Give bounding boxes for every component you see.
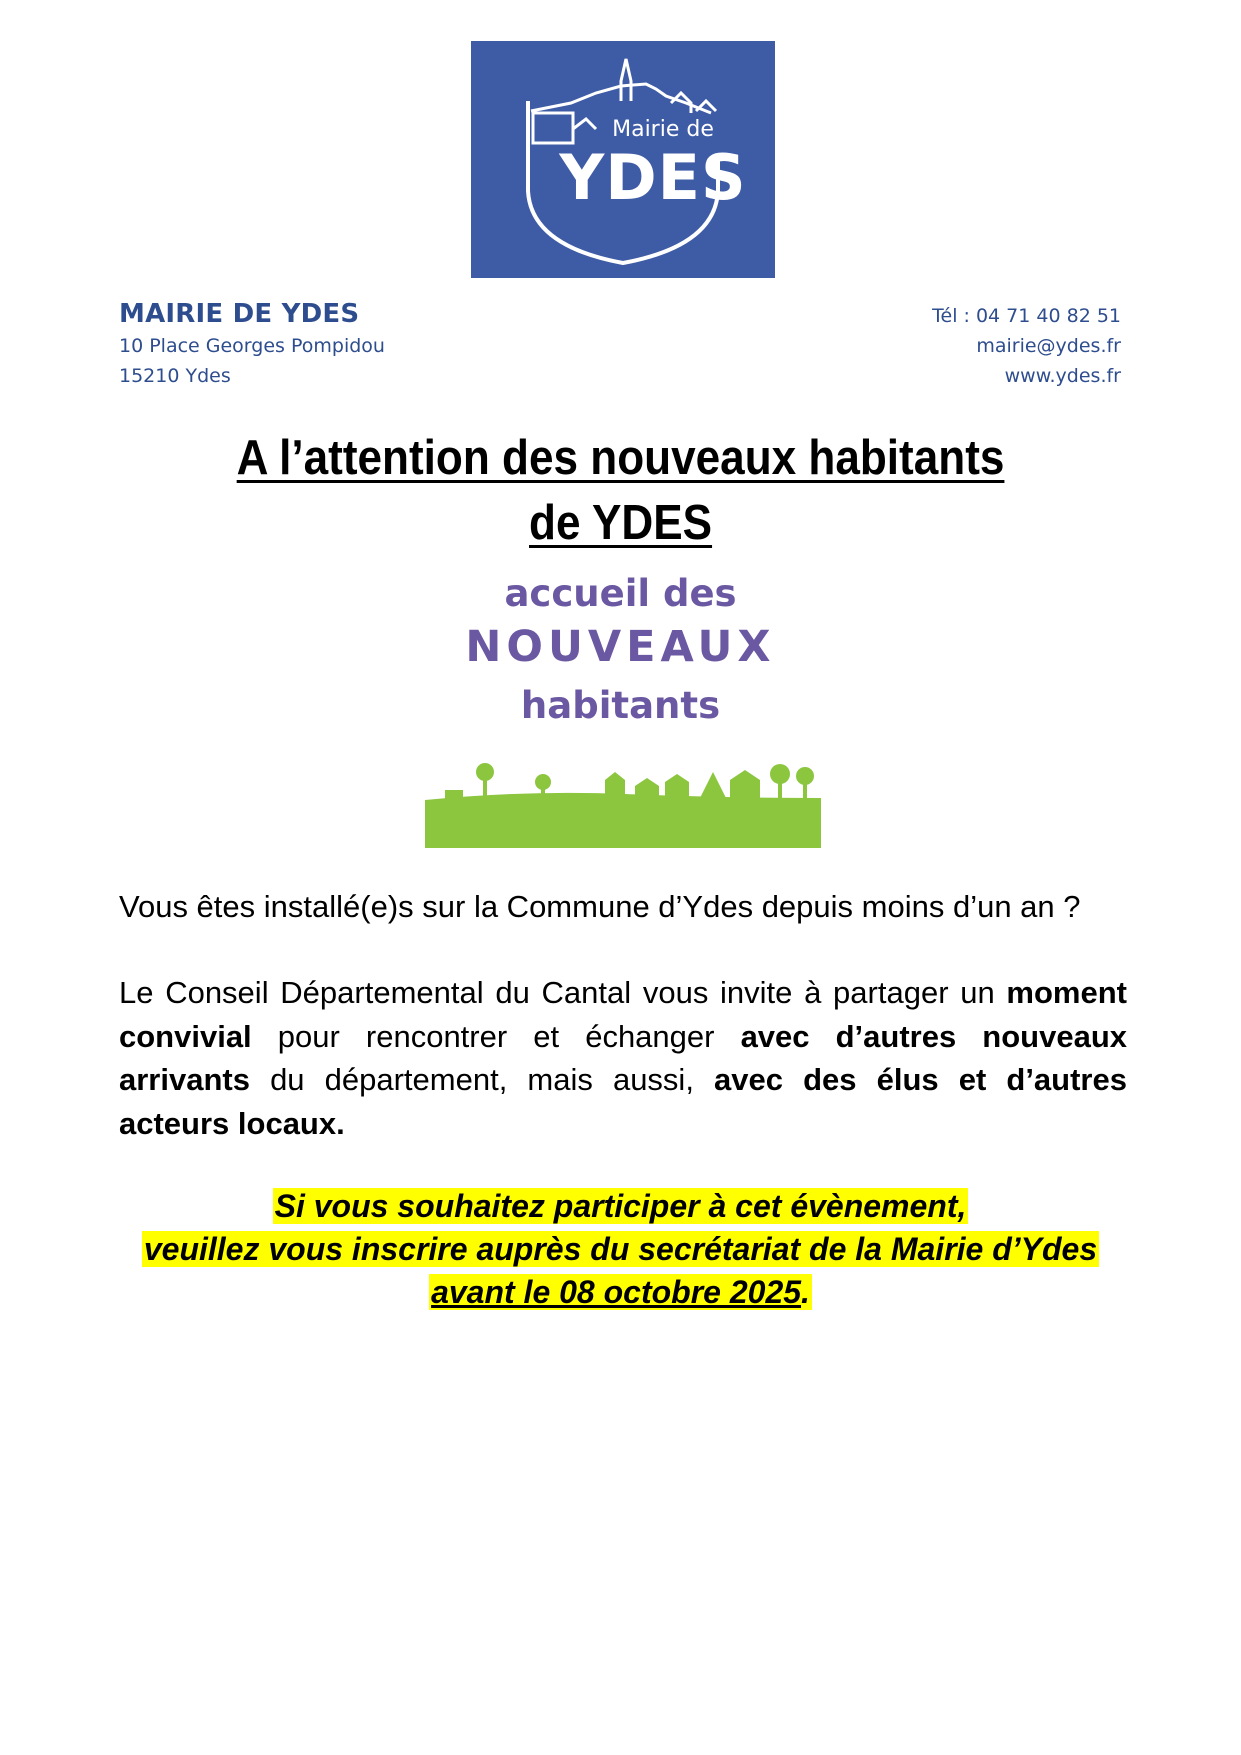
banner-line2: NOUVEAUX <box>465 622 776 672</box>
page-title-line2: de YDES <box>529 496 713 550</box>
website-link[interactable]: www.ydes.fr <box>1004 365 1121 387</box>
mairie-logo <box>471 41 775 278</box>
invite-bold-1: moment convivial <box>119 975 1127 1054</box>
question-text <box>119 885 1127 929</box>
email-link[interactable]: mairie@ydes.fr <box>976 335 1121 357</box>
invite-bold-2: avec d’autres nouveaux arrivants <box>119 1018 1127 1097</box>
page-title-line1: A l’attention des nouveaux habitants <box>236 431 1005 485</box>
invite-bold-3: avec des élus et d’autres acteurs locaux. <box>119 1062 1127 1141</box>
question-sentence: Vous êtes installé(e)s sur la Commune d’Ydes depuis moins d’un an ? <box>119 889 1081 924</box>
address-street: 10 Place Georges Pompidou <box>119 335 385 357</box>
cta-deadline-period: . <box>801 1274 810 1310</box>
invite-text-1: Le Conseil Départemental du Cantal vous invite à partager un <box>119 975 1007 1010</box>
banner-line1: accueil des <box>504 572 737 615</box>
logo-text-ydes: YDES <box>559 141 747 214</box>
cta-line1-text: Si vous souhaitez participer à cet évènement, <box>274 1188 967 1224</box>
invite-text-3: du département, mais aussi, <box>249 1062 715 1097</box>
cta-line1 <box>0 1185 1241 1229</box>
invite-text-2: pour rencontrer et échanger <box>251 1018 741 1054</box>
organization-name: MAIRIE DE YDES <box>119 299 360 329</box>
phone-number: Tél : 04 71 40 82 51 <box>932 305 1121 327</box>
cta-line3 <box>0 1271 1241 1315</box>
address-city: 15210 Ydes <box>119 365 231 387</box>
cta-line2 <box>0 1228 1241 1272</box>
logo-text-mairie-de: Mairie de <box>612 117 714 142</box>
cta-deadline-date: avant le 08 octobre 2025 <box>431 1274 802 1310</box>
village-landscape-icon <box>425 760 821 848</box>
cta-deadline <box>429 1274 812 1310</box>
cta-line2-text: veuillez vous inscrire auprès du secrétariat de la Mairie d’Ydes <box>143 1231 1098 1267</box>
banner-line3: habitants <box>520 684 721 727</box>
invite-paragraph <box>119 971 1127 1145</box>
